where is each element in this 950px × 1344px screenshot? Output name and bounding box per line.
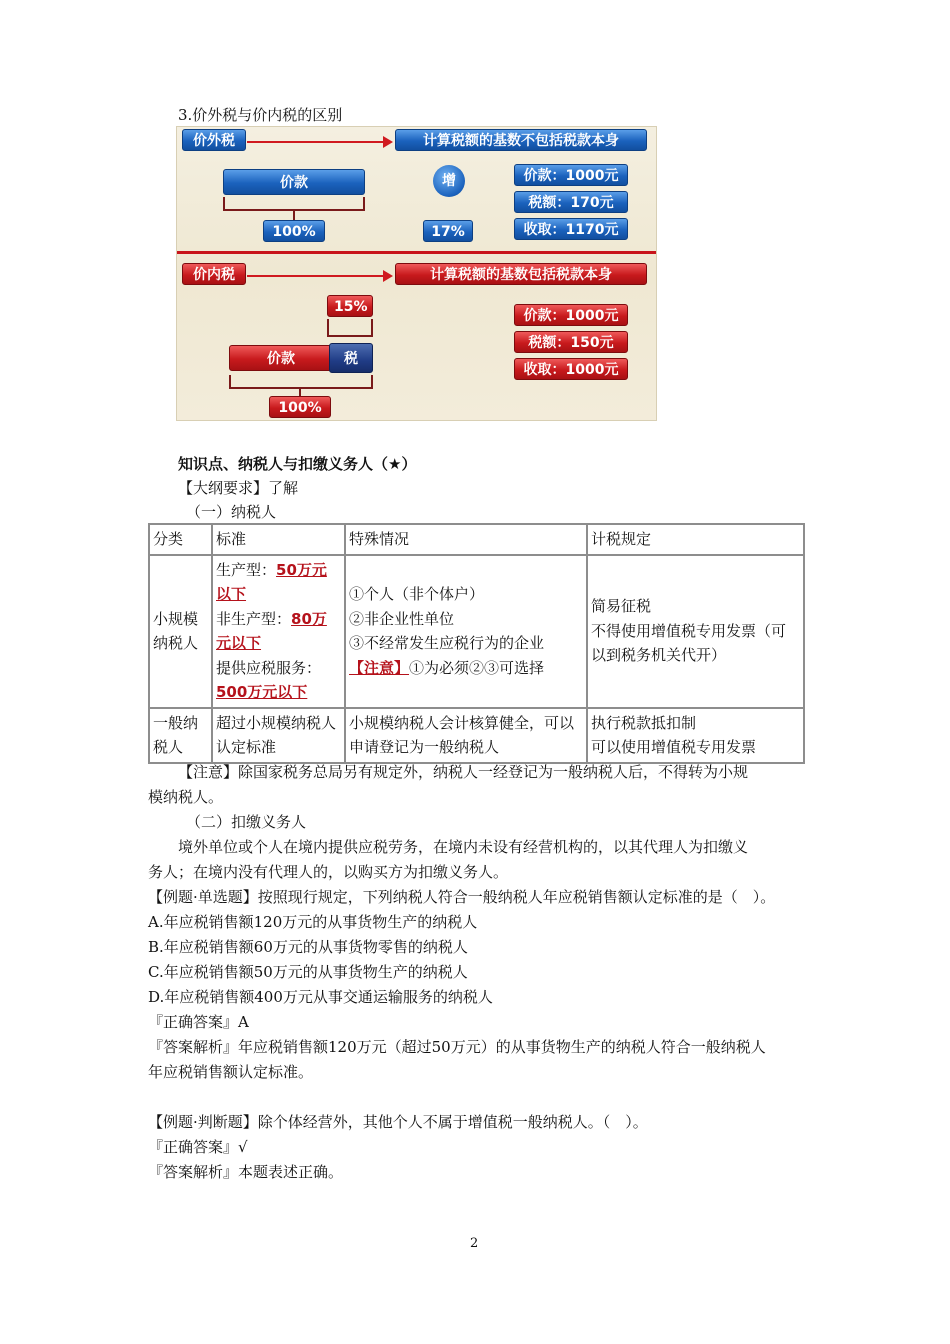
price-block: 价款 — [229, 345, 333, 371]
rule-cell — [587, 555, 804, 708]
withholding-text: 务人；在境内没有代理人的，以购买方为扣缴义务人。 — [148, 863, 509, 881]
standard-label: 非生产型： — [216, 609, 292, 628]
option-c: C.年应税销售额50万元的从事货物生产的纳税人 — [148, 963, 468, 981]
taxpayer-table — [148, 523, 805, 764]
rule-item: 可以使用增值税专用发票 — [591, 738, 757, 756]
syllabus-requirement: 【大纲要求】了解 — [178, 479, 299, 497]
special-item: ②非企业性单位 — [349, 609, 455, 628]
standard-cell: 超过小规模纳税人认定标准 — [212, 708, 345, 763]
inclusive-tax-description: 计算税额的基数包括税款本身 — [395, 263, 647, 285]
note-line: 模纳税人。 — [148, 788, 224, 806]
example1-analysis: 『答案解析』年应税销售额120万元（超过50万元）的从事货物生产的纳税人符合一般纳税人 — [148, 1038, 766, 1056]
standard-value: 50万元以下 — [216, 560, 327, 603]
brace-stem — [293, 211, 295, 220]
withholding-text: 境外单位或个人在境内提供应税劳务，在境内未设有经营机构的，以其代理人为扣缴义 — [178, 838, 749, 856]
example1-question: 【例题·单选题】按照现行规定，下列纳税人符合一般纳税人年应税销售额认定标准的是（ ）。 — [148, 888, 776, 906]
example1-analysis: 年应税销售额认定标准。 — [148, 1063, 314, 1081]
arrow-icon — [247, 141, 385, 143]
rule-item: 执行税款抵扣制 — [591, 713, 697, 732]
note-tag: 【注意】 — [349, 658, 410, 677]
amount-total: 收取：1000元 — [514, 358, 628, 380]
section-title: 3.价外税与价内税的区别 — [178, 106, 343, 124]
taxpayer-heading: （一）纳税人 — [186, 503, 277, 521]
example2-analysis: 『答案解析』本题表述正确。 — [148, 1163, 344, 1181]
header-special: 特殊情况 — [345, 524, 587, 555]
tax-block: 税 — [329, 343, 373, 373]
exclusive-tax-tag: 价外税 — [182, 129, 246, 151]
base-percent-label: 100% — [263, 220, 325, 242]
brace — [229, 375, 373, 389]
standard-value: 500万元以下 — [216, 683, 308, 701]
option-d: D.年应税销售额400万元从事交通运输服务的纳税人 — [148, 988, 493, 1006]
amount-total: 收取：1170元 — [514, 218, 628, 240]
amount-price: 价款：1000元 — [514, 304, 628, 326]
amount-tax: 税额：170元 — [514, 191, 628, 213]
brace-stem — [299, 389, 301, 396]
tax-diagram — [176, 126, 657, 421]
special-item: ③不经常发生应税行为的企业 — [349, 634, 545, 652]
header-rule: 计税规定 — [587, 524, 804, 555]
category-cell: 一般纳税人 — [149, 708, 212, 763]
rule-cell — [587, 708, 804, 763]
base-percent-label: 100% — [269, 396, 331, 418]
category-cell: 小规模纳税人 — [149, 555, 212, 708]
special-cell: 小规模纳税人会计核算健全，可以申请登记为一般纳税人 — [345, 708, 587, 763]
divider — [177, 251, 657, 254]
amount-tax: 税额：150元 — [514, 331, 628, 353]
option-a: A.年应税销售额120万元的从事货物生产的纳税人 — [148, 913, 478, 931]
header-standard: 标准 — [212, 524, 345, 555]
table-header-row — [149, 524, 804, 555]
standard-value: 80万元以下 — [216, 609, 327, 652]
arrow-icon — [247, 275, 385, 277]
special-note — [349, 656, 583, 681]
withholding-heading: （二）扣缴义务人 — [186, 813, 307, 831]
page-number: 2 — [470, 1236, 479, 1251]
price-block: 价款 — [223, 169, 365, 195]
inclusive-tax-tag: 价内税 — [182, 263, 246, 285]
bracket — [327, 319, 373, 337]
example2-question: 【例题·判断题】除个体经营外，其他个人不属于增值税一般纳税人。（ ）。 — [148, 1113, 648, 1131]
example2-answer: 『正确答案』√ — [148, 1138, 248, 1156]
special-item: ①个人（非个体户） — [349, 585, 485, 603]
knowledge-heading: 知识点、纳税人与扣缴义务人（★） — [178, 455, 417, 473]
special-cell — [345, 555, 587, 708]
rule-item: 不得使用增值税专用发票（可以到税务机关代开） — [591, 621, 787, 665]
increase-circle: 增 — [433, 165, 465, 197]
amount-price: 价款：1000元 — [514, 164, 628, 186]
table-row — [149, 708, 804, 763]
header-category: 分类 — [149, 524, 212, 555]
standard-label: 提供应税服务： — [216, 658, 322, 677]
table-row — [149, 555, 804, 708]
option-b: B.年应税销售额60万元的从事货物零售的纳税人 — [148, 938, 468, 956]
exclusive-tax-description: 计算税额的基数不包括税款本身 — [395, 129, 647, 151]
note-line: 【注意】除国家税务总局另有规定外，纳税人一经登记为一般纳税人后，不得转为小规 — [178, 763, 749, 781]
standard-label: 生产型： — [216, 560, 277, 579]
example1-answer: 『正确答案』A — [148, 1013, 249, 1031]
rate-percent-label: 15% — [327, 295, 373, 317]
rule-item: 简易征税 — [591, 597, 652, 616]
brace — [223, 197, 365, 211]
note-text: ①为必须②③可选择 — [409, 658, 545, 677]
rate-percent-label: 17% — [423, 220, 473, 242]
standard-cell — [212, 555, 345, 708]
